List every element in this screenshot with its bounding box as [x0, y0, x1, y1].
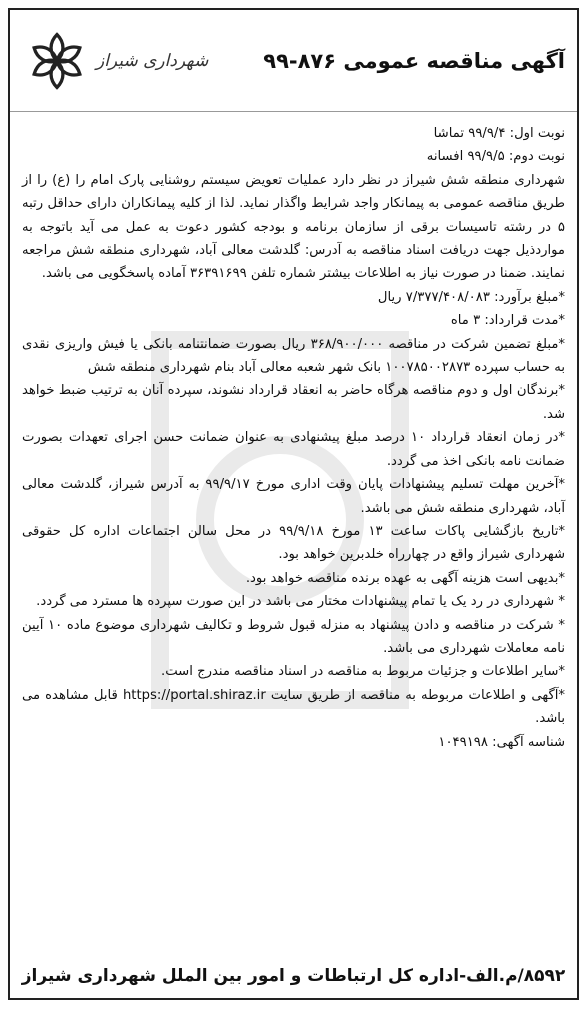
opening-date: *تاریخ بازگشایی پاکات ساعت ۱۳ مورخ ۹۹/۹/۱۸ در محل سالن اجتماعات اداره کل حقوقی شهرداری شیراز واقع در چهارراه خلدبرین خواهد بود.	[22, 523, 565, 563]
website-text: *آگهی و اطلاعات مربوطه به مناقصه از طریق سایت	[270, 687, 565, 703]
rejection-clause: * شهرداری در رد یک یا تمام پیشنهادات مختار می باشد در این صورت سپرده ها مسترد می گردد.	[36, 594, 565, 610]
notice-body	[10, 112, 577, 754]
estimate-amount: *مبلغ برآورد: ۷/۳۷۷/۴۰۸/۰۸۳ ریال	[377, 289, 565, 305]
guarantee-amount: *مبلغ تضمین شرکت در مناقصه ۳۶۸/۹۰۰/۰۰۰ ریال بصورت ضمانتنامه بانکی یا فیش واریزی نقدی به حساب سپرده ۱۰۰۷۸۵۰۰۲۸۷۳ بانک شهر شعبه معالی آباد بنام شهرداری منطقه شش	[22, 336, 565, 376]
website-clause	[22, 684, 565, 731]
performance-guarantee: *در زمان انعقاد قرارداد ۱۰ درصد مبلغ پیشنهادی به عنوان ضمانت حسن اجرای تعهدات بصورت ضمانت نامه بانکی اخذ می گردد.	[22, 430, 565, 469]
acceptance-clause: * شرکت در مناقصه و دادن پیشنهاد به منزله قبول شروط و تکالیف شهرداری موضوع ماده ۱۰ آیین نامه معاملات شهرداری می باشد.	[22, 617, 565, 656]
page-title: آگهی مناقصه عمومی ۸۷۶-۹۹	[263, 48, 565, 73]
website-suffix: قابل مشاهده می باشد.	[22, 687, 565, 727]
ad-cost-clause: *بدیهی است هزینه آگهی به عهده برنده مناقصه خواهد بود.	[245, 570, 565, 586]
shiraz-municipality-logo	[24, 28, 208, 94]
logo-text: شهرداری شیراز	[96, 50, 209, 71]
contract-duration: *مدت قرارداد: ۳ ماه	[450, 313, 565, 329]
submission-deadline: *آخرین مهلت تسلیم پیشنهادات پایان وقت اداری مورخ ۹۹/۹/۱۷ به آدرس شیراز، گلدشت معالی آباد، شهرداری منطقه شش می باشد.	[22, 477, 565, 516]
flower-logo-icon	[24, 28, 90, 94]
ad-id: شناسه آگهی: ۱۰۴۹۱۹۸	[438, 734, 565, 750]
second-publication: نوبت دوم: ۹۹/۹/۵ افسانه	[426, 149, 565, 165]
intro-paragraph: شهرداری منطقه شش شیراز در نظر دارد عملیات تعویض سیستم روشنایی پارک امام را (ع) را از طریق مناقصه عمومی به پیمانکار واجد شرایط واگذار نماید. لذا از کلیه پیمانکاران دارای حداقل رتبه ۵ در رشته تاسیسات برقی از سازمان برنامه و بودجه کشور دعوت به عمل می آید باتوجه به مواردذیل جهت دریافت اسناد مناقصه به آدرس: گلدشت معالی آباد، شهرداری منطقه شش مراجعه نمایند. ضمنا در صورت نیاز به اطلاعات بیشتر شماره تلفن ۳۶۳۹۱۶۹۹ آماده پاسخگویی می باشد.	[22, 172, 565, 282]
tender-notice	[8, 8, 579, 1000]
notice-header	[10, 10, 577, 112]
first-publication: نوبت اول: ۹۹/۹/۴ تماشا	[433, 126, 565, 141]
other-info-clause: *سایر اطلاعات و جزئیات مربوط به مناقصه در اسناد مناقصه مندرج است.	[161, 664, 565, 680]
winners-clause: *برندگان اول و دوم مناقصه هرگاه حاضر به انعقاد قرارداد نشوند، سپرده آنان به ترتیب ضبط خواهد شد.	[22, 383, 565, 422]
website-link[interactable]: https://portal.shiraz.ir	[122, 687, 266, 703]
footer-credit: ۸۵۹۲/م.الف-اداره کل ارتباطات و امور بین الملل شهرداری شیراز	[21, 966, 566, 986]
